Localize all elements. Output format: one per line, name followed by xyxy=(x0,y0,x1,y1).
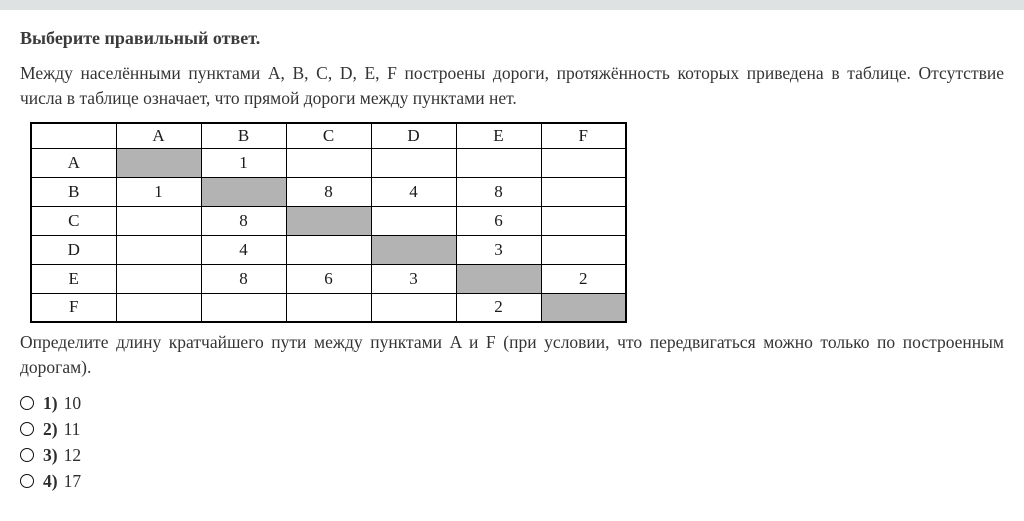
answer-option-3[interactable] xyxy=(20,442,1004,468)
cell-F-A xyxy=(116,293,201,322)
cell-E-E xyxy=(456,264,541,293)
cell-D-D xyxy=(371,235,456,264)
question-text-line-1: Между населёнными пунктами A, B, C, D, E, F построены дороги, протяжённость которых приведена в таблице. Отсутствие xyxy=(20,63,1004,83)
cell-B-F xyxy=(541,177,626,206)
radio-button-option-4[interactable] xyxy=(20,474,34,488)
col-header-B: B xyxy=(201,123,286,148)
row-header-A: A xyxy=(31,148,116,177)
cell-A-E xyxy=(456,148,541,177)
cell-F-B xyxy=(201,293,286,322)
option-value: 12 xyxy=(63,444,82,465)
col-header-D: D xyxy=(371,123,456,148)
table-row-C xyxy=(31,206,626,235)
option-number: 1) xyxy=(43,392,58,413)
option-number: 2) xyxy=(43,418,58,439)
col-header-A: A xyxy=(116,123,201,148)
table-row-B xyxy=(31,177,626,206)
table-row-A xyxy=(31,148,626,177)
cell-C-E: 6 xyxy=(456,206,541,235)
table-row-D xyxy=(31,235,626,264)
question-text-line-2: числа в таблице означает, что прямой дороги между пунктами нет. xyxy=(20,88,517,108)
cell-E-C: 6 xyxy=(286,264,371,293)
radio-button-option-2[interactable] xyxy=(20,422,34,436)
answer-option-2[interactable] xyxy=(20,416,1004,442)
cell-C-D xyxy=(371,206,456,235)
cell-C-A xyxy=(116,206,201,235)
cell-B-E: 8 xyxy=(456,177,541,206)
cell-A-B: 1 xyxy=(201,148,286,177)
table-row-E xyxy=(31,264,626,293)
cell-D-E: 3 xyxy=(456,235,541,264)
cell-B-B xyxy=(201,177,286,206)
cell-D-F xyxy=(541,235,626,264)
cell-C-F xyxy=(541,206,626,235)
col-header-C: C xyxy=(286,123,371,148)
option-value: 10 xyxy=(63,392,82,413)
cell-D-B: 4 xyxy=(201,235,286,264)
row-header-B: B xyxy=(31,177,116,206)
row-header-E: E xyxy=(31,264,116,293)
top-bar xyxy=(0,0,1024,10)
cell-B-D: 4 xyxy=(371,177,456,206)
cell-A-F xyxy=(541,148,626,177)
option-value: 17 xyxy=(63,470,82,491)
cell-A-C xyxy=(286,148,371,177)
table-row-F xyxy=(31,293,626,322)
question-instruction-line-2: дорогам). xyxy=(20,357,92,377)
answer-option-1[interactable] xyxy=(20,390,1004,416)
col-header-F: F xyxy=(541,123,626,148)
question-instruction-line-1: Определите длину кратчайшего пути между пунктами A и F (при условии, что передвигаться можно только по построенным xyxy=(20,332,1004,352)
cell-F-D xyxy=(371,293,456,322)
cell-E-F: 2 xyxy=(541,264,626,293)
cell-E-B: 8 xyxy=(201,264,286,293)
cell-B-A: 1 xyxy=(116,177,201,206)
cell-A-A xyxy=(116,148,201,177)
row-header-F: F xyxy=(31,293,116,322)
col-header-E: E xyxy=(456,123,541,148)
question-area xyxy=(0,27,1024,494)
question-prompt: Выберите правильный ответ. xyxy=(20,28,261,48)
cell-E-A xyxy=(116,264,201,293)
cell-A-D xyxy=(371,148,456,177)
distance-table-header-row xyxy=(31,123,626,148)
cell-F-E: 2 xyxy=(456,293,541,322)
option-value: 11 xyxy=(63,418,81,439)
cell-C-B: 8 xyxy=(201,206,286,235)
cell-C-C xyxy=(286,206,371,235)
cell-F-F xyxy=(541,293,626,322)
answer-option-4[interactable] xyxy=(20,468,1004,494)
radio-button-option-1[interactable] xyxy=(20,396,34,410)
cell-D-C xyxy=(286,235,371,264)
cell-B-C: 8 xyxy=(286,177,371,206)
distance-table xyxy=(30,122,627,323)
row-header-D: D xyxy=(31,235,116,264)
answer-options xyxy=(20,390,1004,494)
option-number: 3) xyxy=(43,444,58,465)
cell-F-C xyxy=(286,293,371,322)
cell-D-A xyxy=(116,235,201,264)
cell-E-D: 3 xyxy=(371,264,456,293)
row-header-C: C xyxy=(31,206,116,235)
radio-button-option-3[interactable] xyxy=(20,448,34,462)
corner-cell xyxy=(31,123,116,148)
question-text xyxy=(20,61,1004,111)
question-instruction xyxy=(20,330,1004,380)
option-number: 4) xyxy=(43,470,58,491)
